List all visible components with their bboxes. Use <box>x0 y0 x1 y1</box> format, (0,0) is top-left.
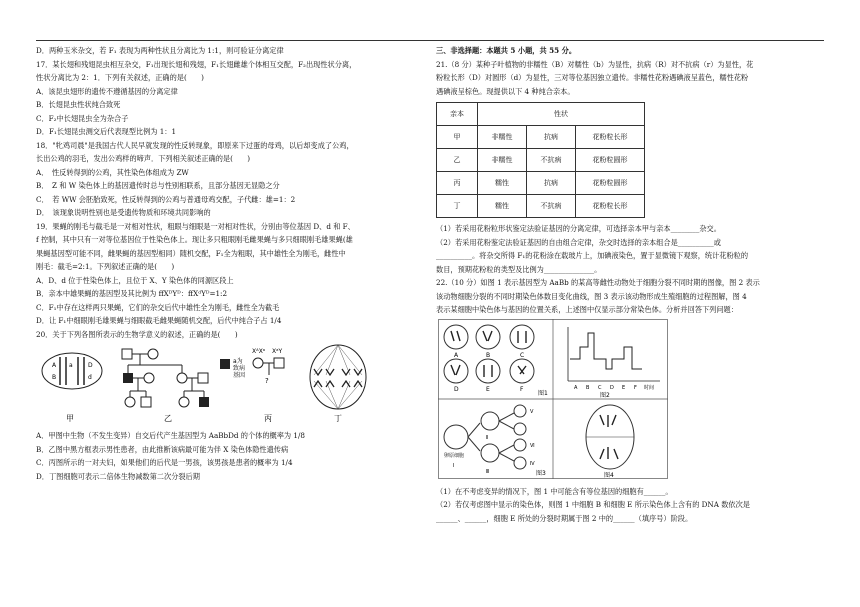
text-line: C．F₂中长翅昆虫全为杂合子 <box>36 113 129 123</box>
text-line: 刚毛：截毛=2:1。下列叙述正确的是( ) <box>36 262 175 271</box>
svg-text:?: ? <box>265 377 269 385</box>
text-line: C． 若 WW 会胚胎致死，性反转得到的公鸡与普通母鸡交配，子代雌：雄=1：2 <box>36 194 296 204</box>
right-column <box>436 44 824 525</box>
text-line: 22.（10 分）如图 1 表示基因型为 AaBb 的某高等雌性动物处于细胞分裂不同时期的图像，图 2 表示 <box>436 278 760 287</box>
text-line: D．让 F₁中细眼刚毛雄果蝇与细眼截毛雌果蝇随机交配，后代中纯合子占 1/4 <box>36 316 282 325</box>
option-c: C．丙图所示的一对夫妇，如果他们的后代是一男孩，该男孩是患者的概率为 1/4 <box>36 458 293 467</box>
text-line: D． 该现象说明性别也是受遗传物质和环境共同影响的 <box>36 208 211 217</box>
fig1-cell-label: D <box>454 385 459 393</box>
figure-yi <box>122 349 209 423</box>
text-line: 18．"牝鸡司晨"是我国古代人民早就发现的性反转现象，即原来下过蛋的母鸡，以后却变成了公鸡， <box>36 140 354 150</box>
text-line: 果蝇基因型可能不同，雌果蝇的基因型相同）随机交配，F₁全为粗眼，其中雄性全为刚毛，雌性中 <box>36 248 346 258</box>
text-line: A． 性反转得到的公鸡，其性染色体组成为 ZW <box>36 167 189 177</box>
fig3-label: Ⅰ <box>453 462 455 469</box>
table-cell: 花粉粒长形 <box>576 195 645 218</box>
text-line: 19．果蝇的刚毛与截毛是一对相对性状，粗眼与细眼是一对相对性状，分别由等位基因 D、d 和 F、 <box>36 221 355 231</box>
label-bing: 丙 <box>264 414 272 423</box>
label-jia: 甲 <box>66 414 74 423</box>
table-row <box>437 172 645 195</box>
fig2-point: E <box>622 384 626 391</box>
option-d: D．丁图细胞可表示二倍体生物减数第二次分裂后期 <box>36 471 200 481</box>
table-header-cell: 亲本 <box>437 103 478 126</box>
figure-ding <box>310 345 366 423</box>
fig3-label: Ⅳ <box>530 460 535 467</box>
figure-jia <box>42 353 102 423</box>
svg-text:d: d <box>88 374 92 381</box>
table-cell: 非糯性 <box>478 126 527 149</box>
genotype-female: XᴬXᵃ <box>252 348 266 355</box>
text-line: （2）若仅考虑图中显示的染色体，则图 1 中细胞 B 和细胞 E 所示染色体上含有的 DNA 数依次是 <box>436 500 750 509</box>
fig1-cells <box>444 325 548 397</box>
table-cell: 花粉粒圆形 <box>576 149 645 172</box>
table-cell: 甲 <box>437 126 478 149</box>
label-yi: 乙 <box>164 414 172 423</box>
text-line: __________。将杂交所得 F₁的花粉涂在载玻片上，加碘液染色，置于显微镜下观察，统计花粉粒的 <box>436 251 749 260</box>
option-b: B．乙图中黑方框表示男性患者，由此推断该病最可能为伴 X 染色体隐性遗传病 <box>36 444 289 454</box>
text-line: （1）在不考虑变异的情况下，图 1 中可能含有等位基因的细胞有______。 <box>436 486 673 496</box>
fig1-cell-label: E <box>486 385 490 393</box>
text-line: 17．某长翅和残翅昆虫相互杂交，F₁出现长翅和残翅，F₁长翅雌雄个体相互交配，F₂出现性状分离， <box>36 59 357 69</box>
text-line: 该动物细胞分裂的不同时期染色体数目变化曲线，图 3 表示该动物形成生殖细胞的过程图解，图 4 <box>436 291 747 301</box>
table-row <box>437 126 645 149</box>
table-row <box>437 195 645 218</box>
text-line: A．该昆虫翅形的遗传不遵循基因的分离定律 <box>36 86 178 96</box>
text-line: ______、______，细胞 E 所处的分裂时期属于图 2 中的______（填序号）阶段。 <box>436 513 693 523</box>
fig2-curve <box>568 327 660 399</box>
fig1-title: 图1 <box>538 389 548 397</box>
fig1-cell-label: C <box>520 351 525 359</box>
text-line: 遇碘液呈棕色。现提供以下 4 种纯合亲本。 <box>436 86 575 96</box>
table-cell: 花粉粒圆形 <box>576 172 645 195</box>
text-line: f 控制，其中只有一对等位基因位于性染色体上。现让多只粗眼刚毛雌果蝇与多只细眼刚毛雄果蝇(雄 <box>36 235 353 244</box>
option-a: A．甲图中生物（不发生变异）自交后代产生基因型为 AaBbDd 的个体的概率为 1/8 <box>36 431 305 440</box>
fig3-label: Ⅱ <box>486 434 489 441</box>
fig2-point: A <box>574 384 578 391</box>
q22-figure <box>438 319 668 479</box>
gene-note-2: 致病 <box>233 365 246 372</box>
fig1-cell-label: B <box>486 351 491 359</box>
text-line: B．长翅昆虫性状纯合致死 <box>36 100 121 109</box>
fig3-label: Ⅵ <box>530 442 535 449</box>
figure-bing <box>220 348 284 423</box>
text-line: A．D、d 位于性染色体上，且位于 X、Y 染色体的同源区段上 <box>36 275 234 285</box>
text-line: 性状分离比为 2：1．下列有关叙述，正确的是( ) <box>36 73 204 82</box>
gene-note-3: 基因 <box>233 372 246 379</box>
text-line: D．两种玉米杂交，若 F₁ 表现为两种性状且分离比为 1:1，则可验证分离定律 <box>36 46 284 55</box>
svg-text:B: B <box>52 374 57 381</box>
left-column <box>36 44 422 483</box>
table-cell: 花粉粒长形 <box>576 126 645 149</box>
section-title: 三、非选择题：本题共 5 小题，共 55 分。 <box>436 46 577 55</box>
text-line: 21.（8 分）某种子叶植物的非糯性（B）对糯性（b）为显性，抗病（R）对不抗病（r）为显性，花 <box>436 59 754 69</box>
fig1-cell-label: F <box>520 385 524 393</box>
fig2-point: C <box>598 384 602 391</box>
table-header-row <box>437 103 645 126</box>
table-row <box>437 149 645 172</box>
gene-note-1: a为 <box>233 358 243 365</box>
fig2-point: D <box>610 384 614 391</box>
header-rule <box>36 40 824 41</box>
fig2-title: 图2 <box>600 391 610 399</box>
fig4-cell <box>586 405 634 479</box>
text-line: B．亲本中雄果蝇的基因型及其比例为 ffXᴰYᴰ：ffXᵈYᴰ=1:2 <box>36 289 228 298</box>
table-cell: 糯性 <box>478 172 527 195</box>
text-line: 粉粒长形（D）对圆形（d）为显性，三对等位基因独立遗传。非糯性花粉遇碘液呈蓝色，糯性花粉 <box>436 73 749 82</box>
table-cell: 丁 <box>437 195 478 218</box>
table-cell: 不抗病 <box>527 149 576 172</box>
fig2-point: B <box>586 384 590 391</box>
text-line: 20．关于下列各图所表示的生物学意义的叙述，正确的是( ) <box>36 329 238 339</box>
fig3-label: Ⅲ <box>486 468 490 475</box>
text-line: （1）若采用花粉粒形状鉴定法验证基因的分离定律，可选择亲本甲与亲本________杂交。 <box>436 224 721 233</box>
fig3-diagram <box>444 405 546 477</box>
fig3-label: 卵原细胞 <box>444 452 465 459</box>
text-line: D．F₁长翅昆虫测交后代表现型比例为 1：1 <box>36 127 177 136</box>
fig3-label: Ⅴ <box>530 408 534 415</box>
svg-text:A: A <box>52 362 57 369</box>
fig2-xlabel: 时间 <box>644 384 655 391</box>
text-line: 表示某细胞中染色体与基因的位置关系，上述图中仅显示部分常染色体。分析并回答下列问题： <box>436 305 738 314</box>
fig3-title: 图3 <box>536 469 546 477</box>
text-line: B． Z 和 W 染色体上的基因遗传时总与性别相联系，且部分基因无显隐之分 <box>36 181 280 190</box>
table-header-cell: 性状 <box>478 103 645 126</box>
parent-table <box>436 102 645 218</box>
svg-text:a: a <box>69 362 73 369</box>
q20-figure <box>36 341 422 427</box>
table-cell: 不抗病 <box>527 195 576 218</box>
table-cell: 糯性 <box>478 195 527 218</box>
genotype-male: XᵃY <box>272 348 283 355</box>
svg-text:D: D <box>88 362 93 369</box>
text-line: 数目，预期花粉粒的类型及比例为______________。 <box>436 264 602 274</box>
table-cell: 抗病 <box>527 126 576 149</box>
table-cell: 丙 <box>437 172 478 195</box>
fig2-point: F <box>634 384 637 391</box>
table-cell: 非糯性 <box>478 149 527 172</box>
fig1-cell-label: A <box>454 351 459 359</box>
label-ding: 丁 <box>334 414 342 423</box>
text-line: 长出公鸡的羽毛，发出公鸡样的啼声．下列相关叙述正确的是( ) <box>36 154 251 163</box>
table-cell: 抗病 <box>527 172 576 195</box>
fig4-title: 图4 <box>604 471 614 479</box>
text-line: C．F₁中存在这样两只果蝇，它们的杂交后代中雄性全为刚毛，雌性全为截毛 <box>36 302 280 312</box>
table-cell: 乙 <box>437 149 478 172</box>
text-line: （2）若采用花粉鉴定法验证基因的自由组合定律，杂交时选择的亲本组合是__________或 <box>436 237 721 247</box>
